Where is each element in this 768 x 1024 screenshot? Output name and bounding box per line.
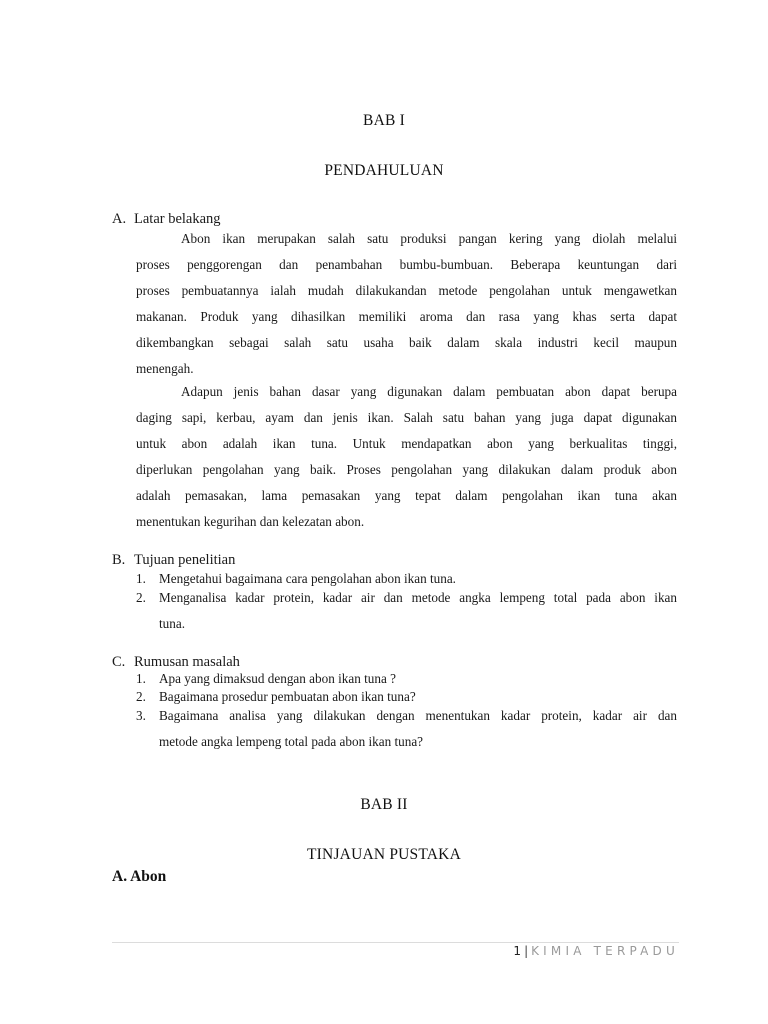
list-item <box>136 689 677 708</box>
section-heading-abon: A. Abon <box>112 868 167 885</box>
paragraph-line: makanan. Produk yang dihasilkan memiliki aroma dan rasa yang khas serta dapat <box>136 309 677 324</box>
list-text: tuna. <box>159 616 186 631</box>
paragraph-line: daging sapi, kerbau, ayam dan jenis ikan. Salah satu bahan yang juga dapat digunakan <box>136 410 677 425</box>
section-heading-rumusan-masalah <box>112 654 240 671</box>
section-letter: B. <box>112 552 126 568</box>
footer-separator: | <box>524 944 529 958</box>
section-letter: A. <box>112 211 127 227</box>
list-item <box>136 708 677 750</box>
page-number: 1 <box>513 944 522 958</box>
list-text: Menganalisa kadar protein, kadar air dan metode angka lempeng total pada abon ikan <box>159 590 677 605</box>
list-text: Apa yang dimaksud dengan abon ikan tuna ? <box>159 671 396 686</box>
footer-brand: KIMIA TERPADU <box>531 944 679 958</box>
paragraph-line: proses pembuatannya ialah mudah dilakukandan metode pengolahan untuk mengawetkan <box>136 283 677 298</box>
list-item <box>136 590 677 632</box>
rumusan-list <box>136 671 677 750</box>
chapter-title: TINJAUAN PUSTAKA <box>307 846 461 863</box>
list-text: Bagaimana prosedur pembuatan abon ikan tuna? <box>159 689 416 704</box>
section-heading-tujuan-penelitian <box>112 552 235 569</box>
section-title: Rumusan masalah <box>134 654 240 670</box>
paragraph-1 <box>136 226 677 382</box>
list-number: 3. <box>136 708 146 723</box>
list-number: 1. <box>136 571 146 586</box>
chapter-number: BAB I <box>363 112 405 129</box>
paragraph-line: untuk abon adalah ikan tuna. Untuk mendapatkan abon yang berkualitas tinggi, <box>136 436 677 451</box>
tujuan-list <box>136 571 677 632</box>
list-text: Mengetahui bagaimana cara pengolahan abon ikan tuna. <box>159 571 456 586</box>
chapter-title: PENDAHULUAN <box>324 162 444 179</box>
paragraph-line: dikembangkan sebagai salah satu usaha baik dalam skala industri kecil maupun <box>136 335 677 350</box>
section-letter: C. <box>112 654 126 670</box>
list-item <box>136 671 677 689</box>
paragraph-line: menentukan kegurihan dan kelezatan abon. <box>136 514 365 529</box>
footer-divider <box>112 942 679 943</box>
paragraph-line: diperlukan pengolahan yang baik. Proses pengolahan yang dilakukan dalam produk abon <box>136 462 677 477</box>
list-number: 2. <box>136 590 146 605</box>
list-number: 1. <box>136 671 146 686</box>
list-number: 2. <box>136 689 146 704</box>
list-text: metode angka lempeng total pada abon ikan tuna? <box>159 734 424 749</box>
section-title: Latar belakang <box>134 211 221 227</box>
paragraph-line: Adapun jenis bahan dasar yang digunakan dalam pembuatan abon dapat berupa <box>181 384 677 399</box>
paragraph-line: menengah. <box>136 361 194 376</box>
page-footer <box>513 944 679 958</box>
section-title: Tujuan penelitian <box>134 552 236 568</box>
list-text: Bagaimana analisa yang dilakukan dengan menentukan kadar protein, kadar air dan <box>159 708 677 723</box>
paragraph-line: proses penggorengan dan penambahan bumbu-bumbuan. Beberapa keuntungan dari <box>136 257 677 272</box>
list-item <box>136 571 677 590</box>
chapter-number: BAB II <box>360 796 408 813</box>
paragraph-line: Abon ikan merupakan salah satu produksi pangan kering yang diolah melalui <box>181 231 677 246</box>
paragraph-line: adalah pemasakan, lama pemasakan yang tepat dalam pengolahan ikan tuna akan <box>136 488 677 503</box>
paragraph-2 <box>136 379 677 535</box>
